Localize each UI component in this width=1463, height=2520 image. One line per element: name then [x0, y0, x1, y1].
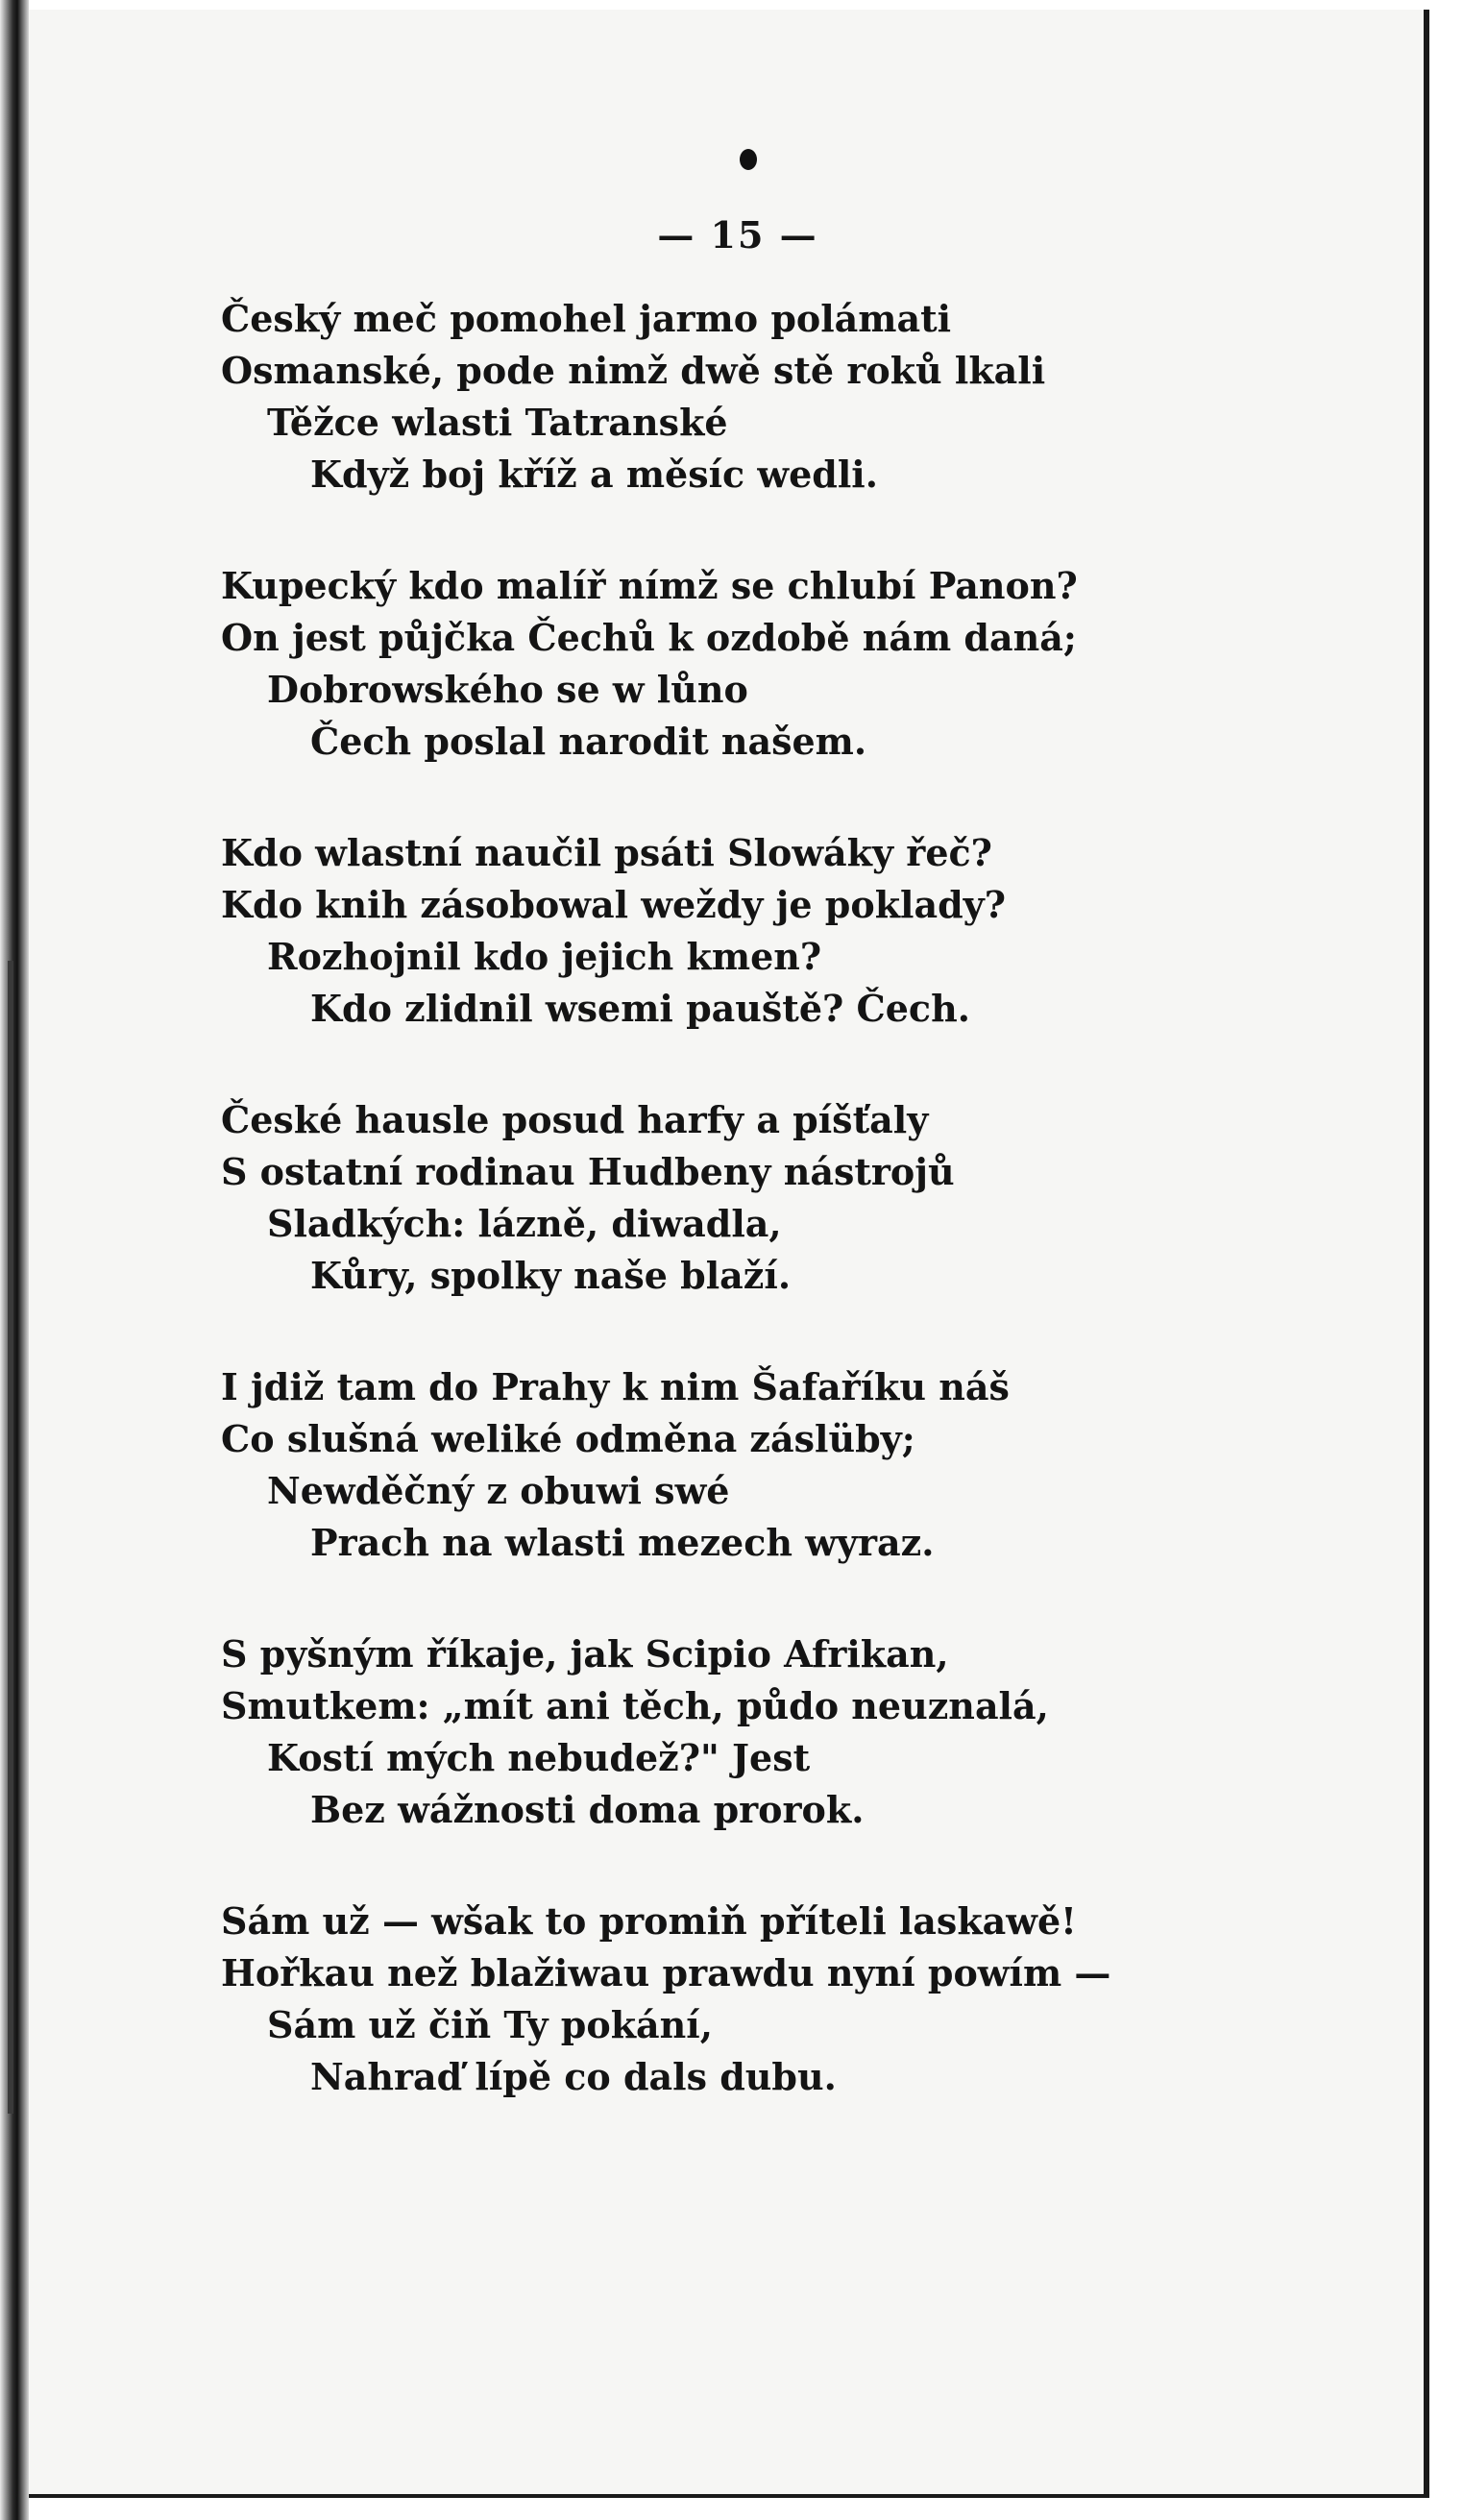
poem-line: Newděčný z obuwi swé — [267, 1469, 730, 1512]
stanza-2 — [221, 560, 1278, 768]
poem-line: Těžce wlasti Tatranské — [267, 401, 728, 444]
stanza-4 — [221, 1094, 1278, 1302]
poem-line: Dobrowského se w lůno — [267, 668, 748, 711]
poem-line: Čech poslal narodit našem. — [310, 720, 867, 763]
poem-line: Kůry, spolky naše blaží. — [310, 1254, 792, 1297]
poem-line: Sám už — wšak to promiň příteli laskawě! — [221, 1899, 1077, 1943]
poem-line: I jdiž tam do Prahy k nim Šafaříku náš — [221, 1365, 1010, 1408]
poem-line: Kdo zlidnil wsemi pauště? Čech. — [310, 987, 970, 1030]
poem-line: Český meč pomohel jarmo polámati — [221, 297, 952, 340]
poem-line: Kdo knih zásobowal weždy je poklady? — [221, 883, 1006, 926]
stanza-3 — [221, 827, 1278, 1035]
page-number: — 15 — — [657, 213, 818, 257]
poem-line: On jest půjčka Čechů k ozdobě nám daná; — [221, 616, 1077, 659]
poem-line: Co slušná weliké odměna záslüby; — [221, 1417, 915, 1460]
poem-line: Kupecký kdo malíř nímž se chlubí Panon? — [221, 564, 1078, 607]
poem-line: Hořkau než blažiwau prawdu nyní powím — — [221, 1951, 1111, 1994]
poem-line: Smutkem: „mít ani těch, půdo neuznalá, — [221, 1684, 1049, 1727]
book-binding-edge — [0, 0, 29, 2520]
poem-line: S pyšným říkaje, jak Scipio Afrikan, — [221, 1632, 949, 1676]
poem-line: Rozhojnil kdo jejich kmen? — [267, 935, 822, 978]
ink-dot — [740, 149, 757, 170]
poem-line: České hausle posud harfy a píšťaly — [221, 1098, 929, 1141]
poem-line: Sám už čiň Ty pokání, — [267, 2003, 713, 2046]
stanza-5 — [221, 1361, 1278, 1569]
poem — [221, 293, 1278, 2163]
poem-line: Kdo wlastní naučil psáti Slowáky řeč? — [221, 831, 992, 874]
poem-line: Sladkých: lázně, diwadla, — [267, 1202, 782, 1245]
poem-line: Osmanské, pode nimž dwě stě roků lkali — [221, 349, 1046, 392]
book-page — [29, 10, 1429, 2498]
poem-line: Kostí mých nebudež?" Jest — [267, 1736, 811, 1779]
poem-line: S ostatní rodinau Hudbeny nástrojů — [221, 1150, 955, 1193]
stanza-1 — [221, 293, 1278, 501]
poem-line: Když boj kříž a měsíc wedli. — [310, 453, 878, 496]
stanza-7 — [221, 1896, 1278, 2103]
poem-line: Prach na wlasti mezech wyraz. — [310, 1521, 935, 1564]
poem-line: Bez wážnosti doma prorok. — [310, 1788, 865, 1831]
poem-line: Nahraď lípě co dals dubu. — [310, 2055, 837, 2098]
stanza-6 — [221, 1628, 1278, 1836]
